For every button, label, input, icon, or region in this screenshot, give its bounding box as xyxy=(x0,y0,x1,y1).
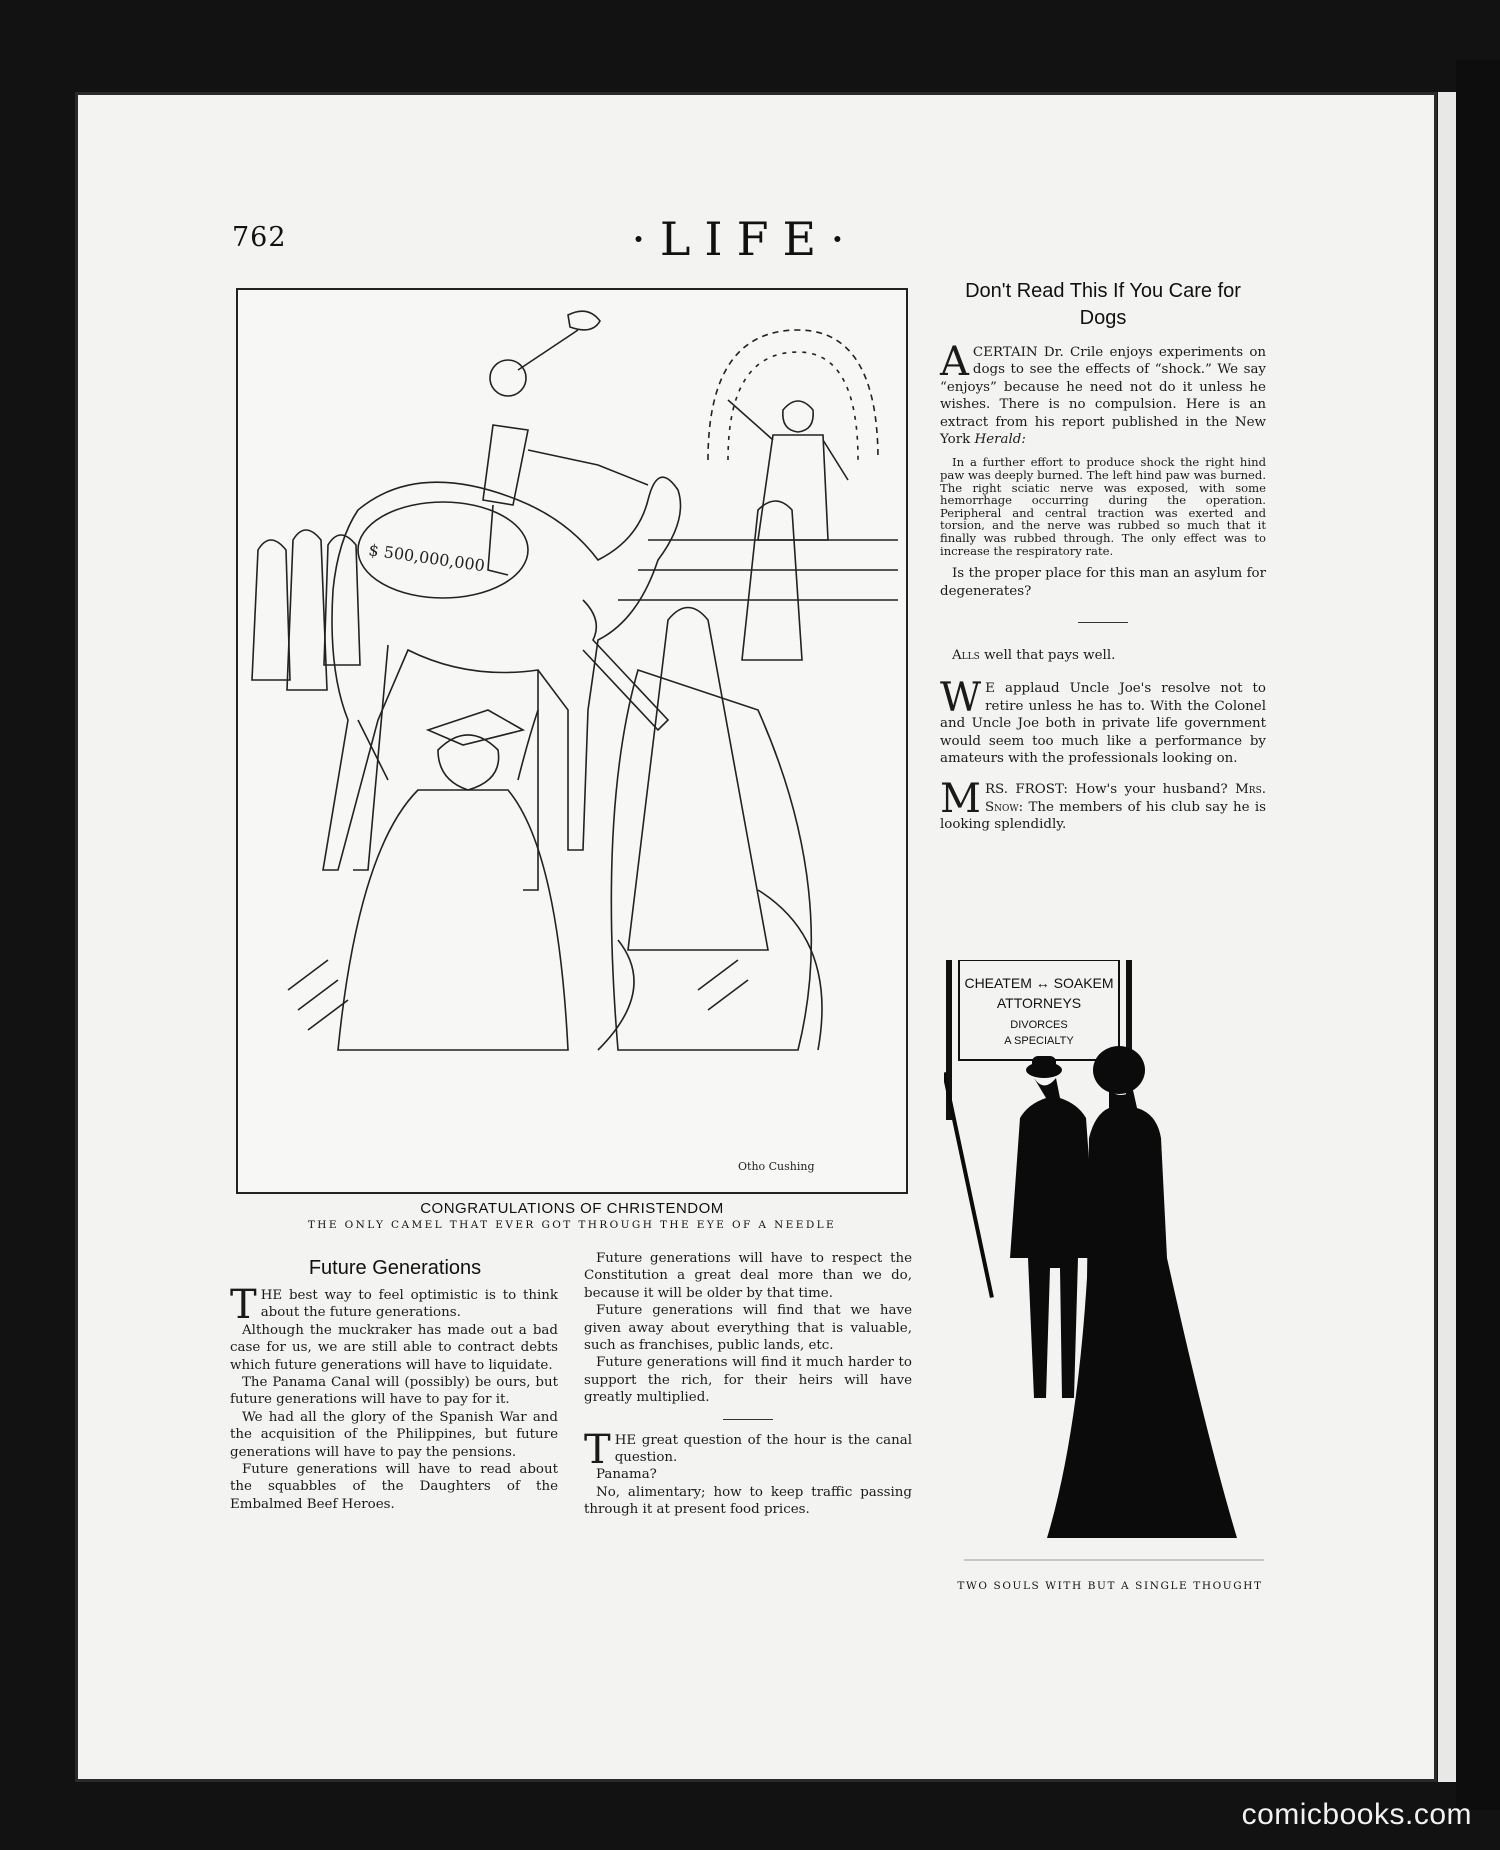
frost-snow-item: MRS. FROST: How's your husband? Mrs. Snow: The members of his club say he is looking splendidly. xyxy=(940,776,1266,833)
article-paragraph: The Panama Canal will (possibly) be ours, but future generations will have to pay for it. xyxy=(230,1375,558,1408)
article-paragraph: Future generations will find that we have given away about everything that is valuable, such as franchises, public lands, etc. xyxy=(584,1303,912,1354)
drop-cap: W xyxy=(940,675,982,722)
cartoon-caption xyxy=(236,1200,908,1231)
article-future-generations-col1 xyxy=(230,1282,558,1513)
svg-text:A SPECIALTY: A SPECIALTY xyxy=(1004,1035,1074,1047)
cartoon-caption-title: CONGRATULATIONS OF CHRISTENDOM xyxy=(420,1200,724,1217)
watermark: comicbooks.com xyxy=(1241,1798,1472,1831)
right-column xyxy=(940,278,1266,834)
canal-item: THE great question of the hour is the canal question. xyxy=(584,1426,912,1473)
drop-cap: T xyxy=(584,1426,611,1473)
money-label: $ 500,000,000 xyxy=(367,540,487,576)
couple-silhouette xyxy=(944,1046,1237,1538)
article-paragraph: Future generations will find it much harder to support the rich, for their heirs will have greatly multiplied. xyxy=(584,1355,912,1406)
svg-text:CHEATEM ↔ SOAKEM: CHEATEM ↔ SOAKEM xyxy=(964,975,1114,991)
drop-cap: T xyxy=(230,1282,257,1328)
alls-well-item: Alls well that pays well. xyxy=(952,648,1116,663)
article-heading-future-generations: Future Generations xyxy=(308,1257,482,1279)
section-divider xyxy=(723,1419,773,1420)
silhouette-caption: TWO SOULS WITH BUT A SINGLE THOUGHT xyxy=(957,1580,1263,1592)
article-paragraph: THE best way to feel optimistic is to think about the future generations. xyxy=(230,1282,558,1328)
article-paragraph: ACERTAIN Dr. Crile enjoys experiments on dogs to see the effects of “shock.” We say “enjoys” because he need not do it unless he wishes. There is no compulsion. Here is an extract from his report published in the New York Herald: xyxy=(940,339,1266,448)
binding-shadow xyxy=(1456,60,1500,1810)
article-paragraph: Although the muckraker has made out a bad case for us, we are still able to contract debts which future generations will have to liquidate. xyxy=(230,1322,558,1373)
law-office-sign xyxy=(949,960,1129,1120)
artist-signature: Otho Cushing xyxy=(738,1160,815,1173)
cartoon-caption-subtitle: THE ONLY CAMEL THAT EVER GOT THROUGH THE EYE OF A NEEDLE xyxy=(307,1219,837,1231)
drop-cap: M xyxy=(940,776,981,823)
article-paragraph: Future generations will have to read about the squabbles of the Daughters of the Embalmed Beef Heroes. xyxy=(230,1462,558,1512)
masthead-title: ·LIFE· xyxy=(631,212,859,266)
report-quote: In a further effort to produce shock the right hind paw was deeply burned. The left hind paw was burned. The right sciatic nerve was exposed, with some hemorrhage occurring during the operation. Peripheral and central traction was exerted and torsion, and the nerve was rubbed so much that it finally was rubbed through. The only effect was to increase the respiratory rate. xyxy=(940,455,1266,558)
canal-item-answer: No, alimentary; how to keep traffic passing through it at present food prices. xyxy=(584,1484,912,1518)
svg-text:DIVORCES: DIVORCES xyxy=(1010,1019,1068,1031)
camel-cartoon xyxy=(236,288,908,1194)
section-divider xyxy=(1078,622,1128,623)
article-paragraph: Is the proper place for this man an asylum for degenerates? xyxy=(940,566,1266,599)
camel-cartoon-illustration xyxy=(238,290,906,1192)
article-future-generations-col2 xyxy=(584,1250,912,1519)
article-heading-dogs: Don't Read This If You Care for Dogs xyxy=(965,280,1241,329)
page-edge xyxy=(1438,92,1456,1782)
silhouette-cartoon xyxy=(944,960,1274,1570)
uncle-joe-item: W E applaud Uncle Joe's resolve not to retire unless he has to. With the Colonel and Uncle Joe both in private life government would seem too much like a performance by amateurs with the professionals looking on. xyxy=(940,675,1266,767)
svg-text:ATTORNEYS: ATTORNEYS xyxy=(996,995,1082,1011)
drop-cap: A xyxy=(940,339,969,385)
canal-item-question: Panama? xyxy=(596,1467,657,1483)
page-number: 762 xyxy=(232,222,287,253)
article-paragraph: We had all the glory of the Spanish War and the acquisition of the Philippines, but future generations will have to pay the pensions. xyxy=(230,1409,558,1460)
article-paragraph: Future generations will have to respect the Constitution a great deal more than we do, because it will be older by that time. xyxy=(584,1251,912,1301)
